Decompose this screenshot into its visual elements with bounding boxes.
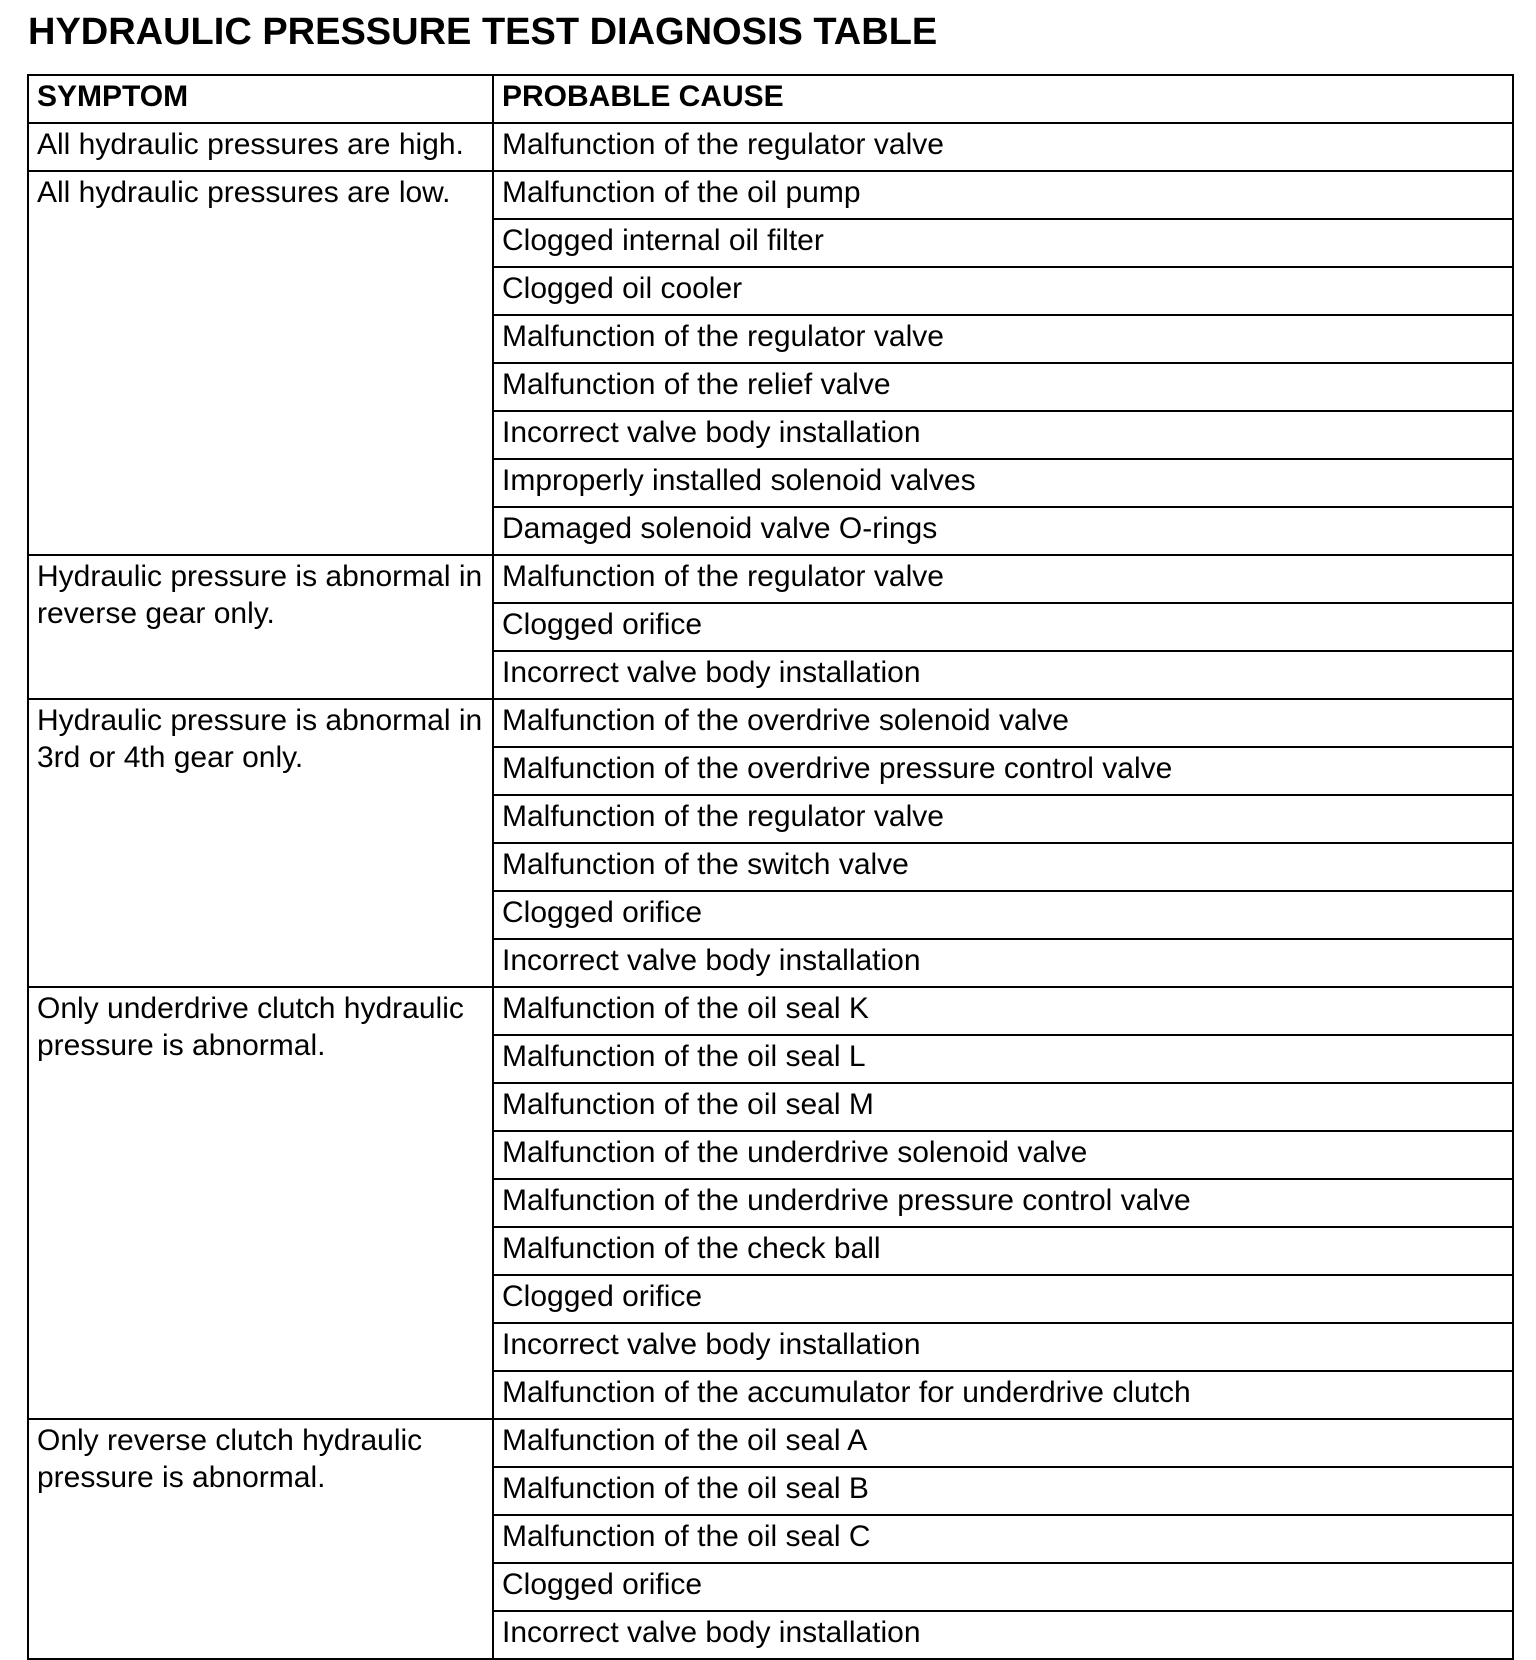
cause-cell: Malfunction of the relief valve [493,363,1513,411]
cause-cell: Clogged oil cooler [493,267,1513,315]
symptom-cell: Only underdrive clutch hydraulic pressure is abnormal. [28,987,493,1419]
page-title: HYDRAULIC PRESSURE TEST DIAGNOSIS TABLE [28,11,938,53]
cause-cell: Clogged orifice [493,891,1513,939]
symptom-column-header: SYMPTOM [28,75,493,123]
diagnosis-table [27,74,1514,1660]
symptom-cell: Hydraulic pressure is abnormal in reverse gear only. [28,555,493,699]
cause-cell: Malfunction of the oil seal C [493,1515,1513,1563]
cause-cell: Damaged solenoid valve O-rings [493,507,1513,555]
cause-cell: Malfunction of the oil pump [493,171,1513,219]
table-row [28,555,1513,603]
cause-cell: Malfunction of the oil seal L [493,1035,1513,1083]
symptom-cell: All hydraulic pressures are high. [28,123,493,171]
cause-cell: Incorrect valve body installation [493,1323,1513,1371]
cause-cell: Incorrect valve body installation [493,1611,1513,1659]
cause-cell: Malfunction of the underdrive solenoid valve [493,1131,1513,1179]
cause-cell: Malfunction of the regulator valve [493,555,1513,603]
cause-cell: Malfunction of the accumulator for underdrive clutch [493,1371,1513,1419]
table-row [28,171,1513,219]
cause-cell: Malfunction of the oil seal B [493,1467,1513,1515]
diagnosis-table-body [28,123,1513,1659]
symptom-cell: All hydraulic pressures are low. [28,171,493,555]
cause-cell: Clogged orifice [493,1275,1513,1323]
table-row [28,123,1513,171]
cause-cell: Improperly installed solenoid valves [493,459,1513,507]
cause-cell: Malfunction of the regulator valve [493,315,1513,363]
cause-cell: Incorrect valve body installation [493,939,1513,987]
cause-cell: Incorrect valve body installation [493,651,1513,699]
cause-cell: Incorrect valve body installation [493,411,1513,459]
cause-cell: Malfunction of the regulator valve [493,795,1513,843]
header-row [28,75,1513,123]
cause-cell: Malfunction of the regulator valve [493,123,1513,171]
cause-cell: Malfunction of the check ball [493,1227,1513,1275]
probable-cause-column-header: PROBABLE CAUSE [493,75,1513,123]
cause-cell: Malfunction of the overdrive pressure control valve [493,747,1513,795]
cause-cell: Clogged orifice [493,1563,1513,1611]
cause-cell: Clogged orifice [493,603,1513,651]
symptom-cell: Hydraulic pressure is abnormal in 3rd or 4th gear only. [28,699,493,987]
cause-cell: Malfunction of the overdrive solenoid valve [493,699,1513,747]
cause-cell: Malfunction of the oil seal K [493,987,1513,1035]
cause-cell: Malfunction of the oil seal M [493,1083,1513,1131]
cause-cell: Malfunction of the underdrive pressure control valve [493,1179,1513,1227]
cause-cell: Clogged internal oil filter [493,219,1513,267]
table-row [28,1419,1513,1467]
table-row [28,987,1513,1035]
symptom-cell: Only reverse clutch hydraulic pressure is abnormal. [28,1419,493,1659]
cause-cell: Malfunction of the oil seal A [493,1419,1513,1467]
cause-cell: Malfunction of the switch valve [493,843,1513,891]
table-row [28,699,1513,747]
